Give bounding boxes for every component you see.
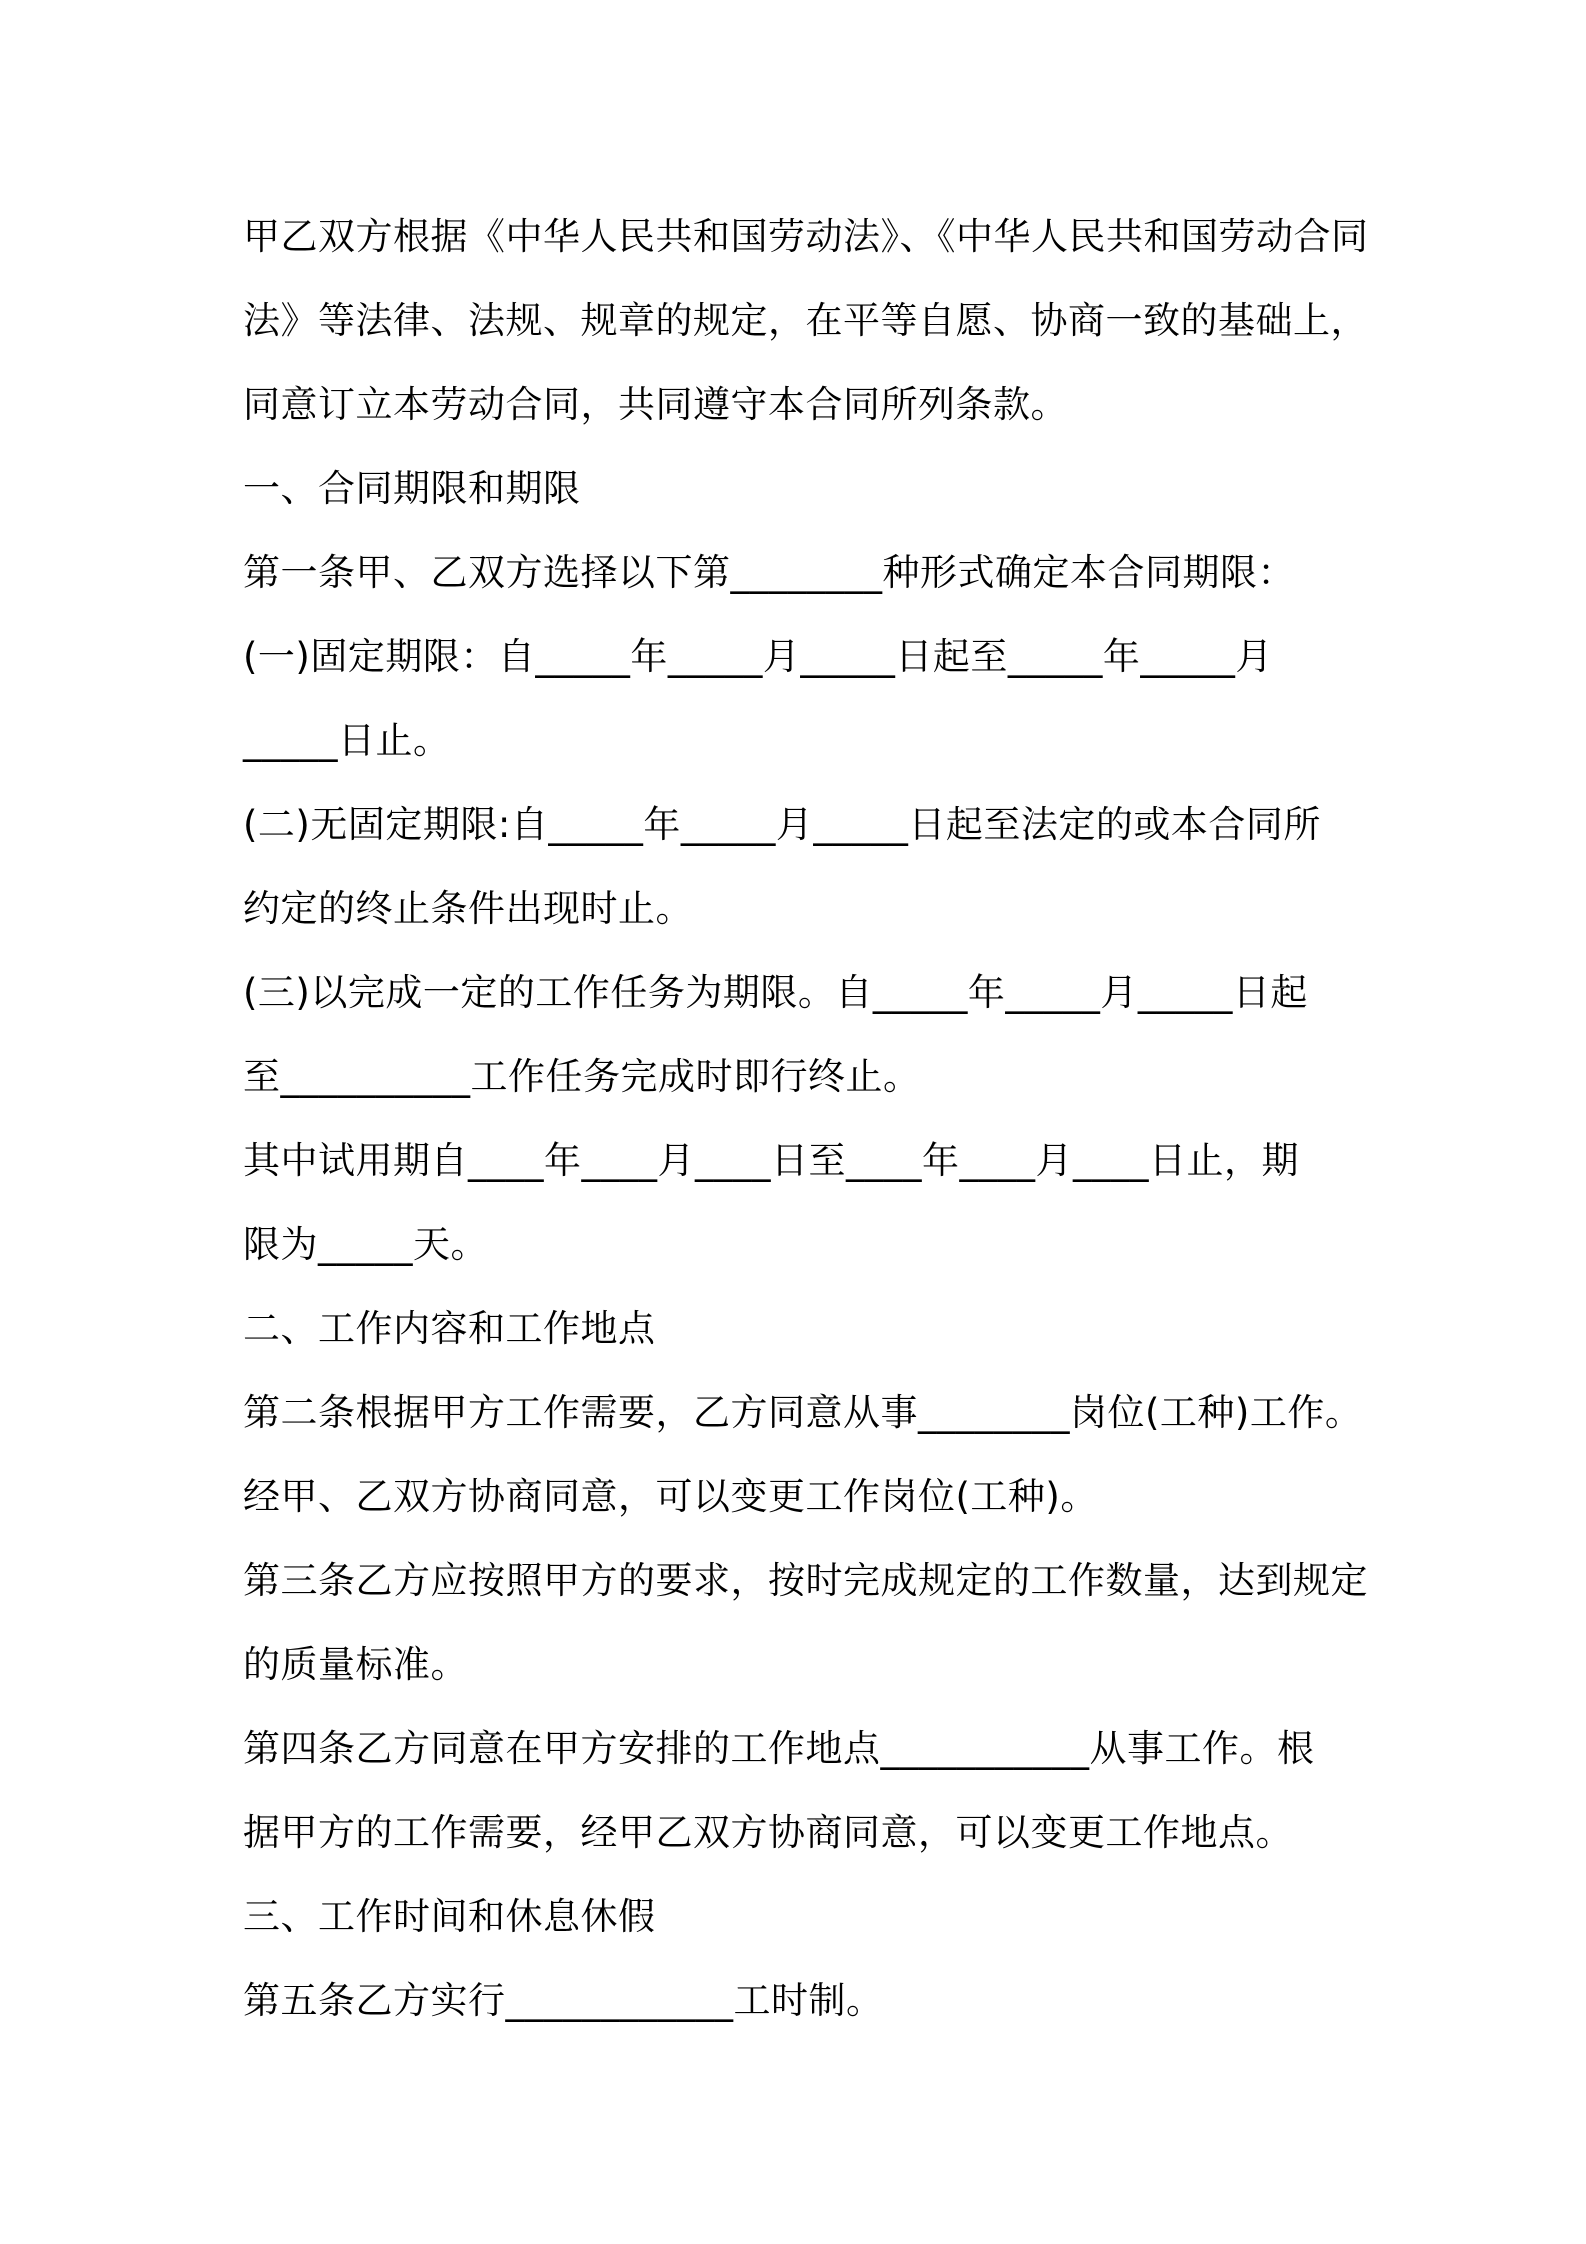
intro-line-1: 甲乙双方根据《中华人民共和国劳动法》、《中华人民共和国劳动合同 <box>243 215 1369 258</box>
open-term-line-2: 约定的终止条件出现时止。 <box>243 887 693 930</box>
article-3-line-2: 的质量标准。 <box>243 1643 468 1686</box>
intro-line-3: 同意订立本劳动合同，共同遵守本合同所列条款。 <box>243 383 1068 426</box>
fixed-term-line-2: _____日止。 <box>243 719 451 762</box>
probation-line-2: 限为_____天。 <box>243 1223 488 1266</box>
document-body <box>243 195 1373 2043</box>
article-3-line-1: 第三条乙方应按照甲方的要求，按时完成规定的工作数量，达到规定 <box>243 1559 1368 1602</box>
section-heading-1: 一、合同期限和期限 <box>243 467 581 510</box>
section-heading-3: 三、工作时间和休息休假 <box>243 1895 656 1938</box>
intro-line-2: 法》等法律、法规、规章的规定，在平等自愿、协商一致的基础上， <box>243 299 1368 342</box>
article-2-line-1: 第二条根据甲方工作需要，乙方同意从事________岗位(工种)工作。 <box>243 1391 1363 1434</box>
open-term-line-1: (二)无固定期限:自_____年_____月_____日起至法定的或本合同所 <box>243 803 1321 846</box>
fixed-term-line-1: (一)固定期限：自_____年_____月_____日起至_____年_____月 <box>243 635 1273 678</box>
article-4-line-1: 第四条乙方同意在甲方安排的工作地点___________从事工作。根 <box>243 1727 1315 1770</box>
article-5-line: 第五条乙方实行____________工时制。 <box>243 1979 884 2022</box>
section-heading-2: 二、工作内容和工作地点 <box>243 1307 656 1350</box>
task-term-line-2: 至__________工作任务完成时即行终止。 <box>243 1055 921 1098</box>
probation-line-1: 其中试用期自____年____月____日至____年____月____日止，期 <box>243 1139 1299 1182</box>
article-2-line-2: 经甲、乙双方协商同意，可以变更工作岗位(工种)。 <box>243 1475 1098 1518</box>
article-1-line: 第一条甲、乙双方选择以下第________种形式确定本合同期限： <box>243 551 1295 594</box>
article-4-line-2: 据甲方的工作需要，经甲乙双方协商同意，可以变更工作地点。 <box>243 1811 1293 1854</box>
task-term-line-1: (三)以完成一定的工作任务为期限。自_____年_____月_____日起 <box>243 971 1308 1014</box>
